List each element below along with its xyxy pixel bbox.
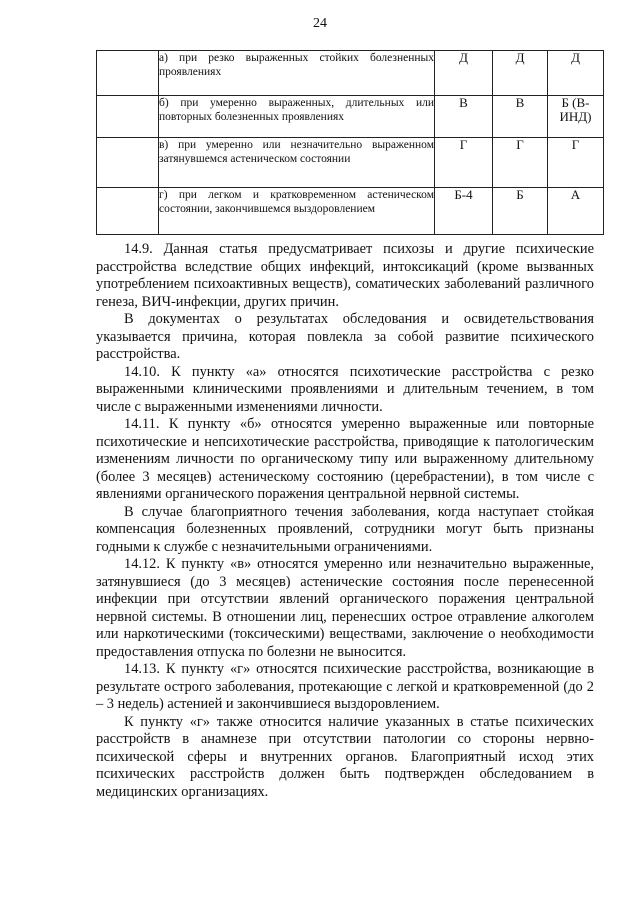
page-number: 24 (313, 16, 327, 31)
table-cell-empty (97, 96, 159, 138)
table-row (97, 96, 604, 138)
paragraph-14-9: 14.9. Данная статья предусматривает психозы и другие психические расстройства вследствие общих инфекций, интоксикаций (кроме вызванных употреблением психоактивных веществ), соматических заболеваний различного генеза, ВИЧ-инфекции, других причин. (96, 241, 594, 310)
table-cell-condition: а) при резко выраженных стойких болезненных проявлениях (159, 51, 435, 96)
table-cell-grade-1: Б-4 (435, 188, 493, 235)
table-cell-grade-2: Д (493, 51, 548, 96)
table-cell-empty (97, 138, 159, 188)
paragraph-14-12: 14.12. К пункту «в» относятся умеренно или незначительно выраженные, затянувшиеся (до 3 месяцев) астенические состояния после перенесенной инфекции при отсутствии явлений органического поражения центральной нервной системы. В отношении лиц, перенесших острое отравление алкоголем или наркотическими (токсическими) веществами, заключение о необходимости предоставления отпуска по болезни не выносится. (96, 556, 594, 660)
paragraph-documents: В документах о результатах обследования и освидетельствования указывается причина, которая повлекла за собой развитие психического расстройства. (96, 311, 594, 362)
table-cell-grade-3: Г (548, 138, 604, 188)
paragraph-14-11: 14.11. К пункту «б» относятся умеренно выраженные или повторные психотические и непсихотические расстройства, приводящие к патологическим изменениям личности по органическому типу или выраженному длительному (более 3 месяцев) астеническому состоянию (церебрастении), в том числе с явлениями органического поражения центральной нервной системы. (96, 416, 594, 502)
table-cell-grade-2: В (493, 96, 548, 138)
paragraph-favorable-course: В случае благоприятного течения заболевания, когда наступает стойкая компенсация болезненных проявлений, сотрудники могут быть признаны годными к службе с незначительными ограничениями. (96, 503, 594, 555)
table-row (97, 188, 604, 235)
table-cell-grade-1: В (435, 96, 493, 138)
article-body (96, 241, 594, 801)
table-row (97, 51, 604, 96)
fitness-category-table (96, 50, 604, 235)
table-cell-grade-1: Д (435, 51, 493, 96)
table-cell-grade-3: А (548, 188, 604, 235)
table-cell-grade-2: Б (493, 188, 548, 235)
table-cell-empty (97, 51, 159, 96)
paragraph-14-10: 14.10. К пункту «а» относятся психотические расстройства с резко выраженными клиническими проявлениями и длительным течением, в том числе с выраженными изменениями личности. (96, 363, 594, 415)
table-cell-grade-3: Б (В-ИНД) (548, 96, 604, 138)
table-cell-grade-2: Г (493, 138, 548, 188)
table-cell-empty (97, 188, 159, 235)
table-cell-condition: б) при умеренно выраженных, длительных или повторных болезненных проявлениях (159, 96, 435, 138)
table-cell-condition: г) при легком и кратковременном астеническом состоянии, закончившемся выздоровлением (159, 188, 435, 235)
table-cell-condition: в) при умеренно или незначительно выраженном затянувшемся астеническом состоянии (159, 138, 435, 188)
paragraph-point-g: К пункту «г» также относится наличие указанных в статье психических расстройств в анамнезе при отсутствии патологии со стороны нервно-психической сферы и внутренних органов. Благоприятный исход этих психических расстройств должен быть подтвержден обследованием в медицинских организациях. (96, 713, 594, 800)
table-cell-grade-1: Г (435, 138, 493, 188)
table-cell-grade-3: Д (548, 51, 604, 96)
paragraph-14-13: 14.13. К пункту «г» относятся психические расстройства, возникающие в результате острого заболевания, протекающие с легкой и кратковременной (до 2 – 3 недель) астенией и закончившиеся выздоровлением. (96, 661, 594, 712)
table-row (97, 138, 604, 188)
